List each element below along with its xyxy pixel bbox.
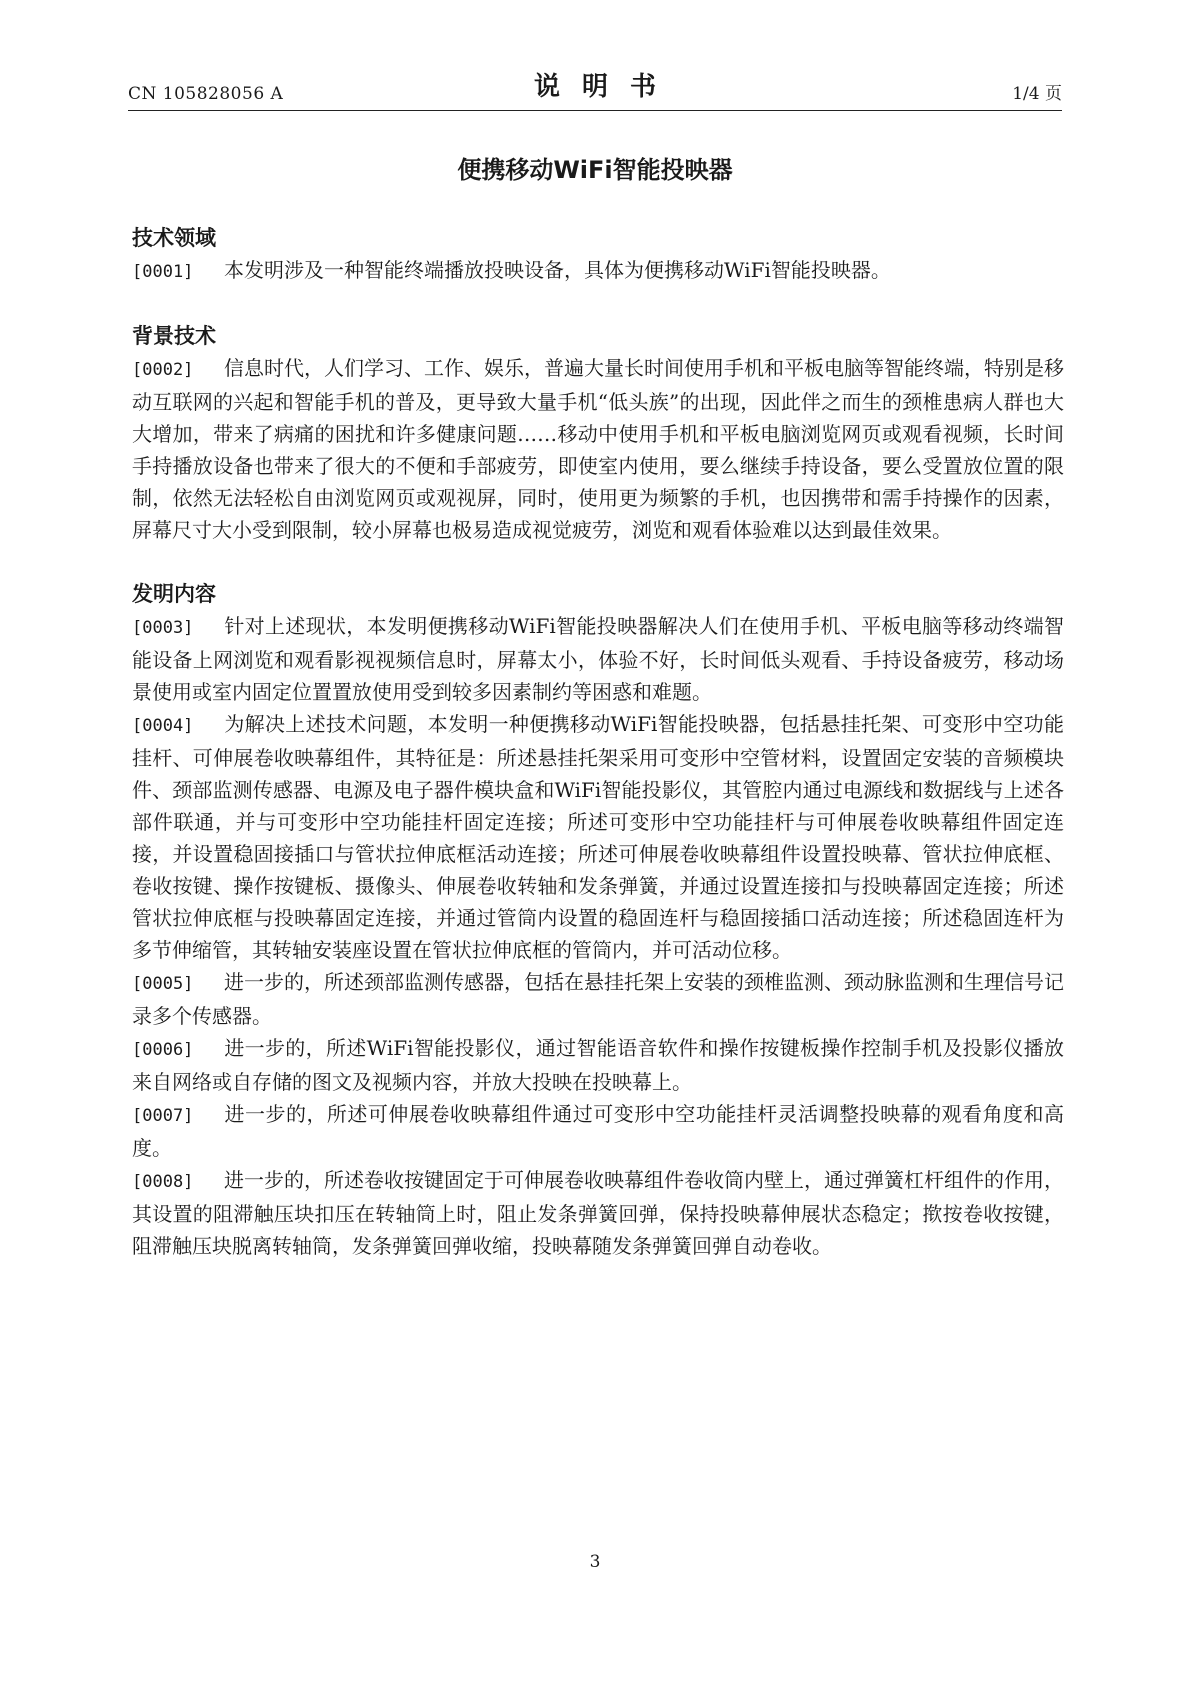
- paragraph-number: [0004]: [132, 716, 194, 736]
- document-type: 说明书: [533, 72, 678, 102]
- section-heading: 背景技术: [132, 324, 216, 348]
- paragraph-number: [0008]: [132, 1172, 194, 1192]
- paragraph-text: 针对上述现状，本发明便携移动WiFi智能投映器解决人们在使用手机、平板电脑等移动终端智能设备上网浏览和观看影视视频信息时，屏幕太小，体验不好，长时间低头观看、手持设备疲劳，移动场景使用或室内固定位置置放使用受到较多因素制约等困惑和难题。: [132, 614, 1064, 704]
- section-invention-content: [132, 578, 1064, 1262]
- paragraph-text: 本发明涉及一种智能终端播放投映设备，具体为便携移动WiFi智能投映器。: [224, 258, 891, 282]
- paragraph-number: [0007]: [132, 1106, 194, 1126]
- paragraph: [132, 1098, 1064, 1164]
- paragraph: [132, 352, 1064, 546]
- page-header: [128, 66, 1062, 111]
- section-heading: 发明内容: [132, 582, 216, 606]
- paragraph: [132, 1164, 1064, 1262]
- paragraph-number: [0001]: [132, 262, 194, 282]
- paragraph-number: [0005]: [132, 974, 194, 994]
- section-heading: 技术领域: [132, 226, 216, 250]
- section-technical-field: [132, 222, 1064, 288]
- paragraph: [132, 1032, 1064, 1098]
- document-body: [132, 222, 1064, 1262]
- paragraph-text: 进一步的，所述卷收按键固定于可伸展卷收映幕组件卷收筒内壁上，通过弹簧杠杆组件的作用，其设置的阻滞触压块扣压在转轴筒上时，阻止发条弹簧回弹，保持投映幕伸展状态稳定；揿按卷收按键，阻滞触压块脱离转轴筒，发条弹簧回弹收缩，投映幕随发条弹簧回弹自动卷收。: [132, 1168, 1064, 1258]
- section-background: [132, 320, 1064, 546]
- paragraph: [132, 610, 1064, 708]
- paragraph: [132, 966, 1064, 1032]
- page-number: 3: [589, 1552, 601, 1572]
- document-title: 便携移动WiFi智能投映器: [457, 156, 733, 184]
- paragraph: [132, 708, 1064, 966]
- paragraph-number: [0006]: [132, 1040, 194, 1060]
- paragraph-number: [0003]: [132, 618, 194, 638]
- paragraph-text: 信息时代，人们学习、工作、娱乐，普遍大量长时间使用手机和平板电脑等智能终端，特别是移动互联网的兴起和智能手机的普及，更导致大量手机“低头族”的出现，因此伴之而生的颈椎患病人群也大大增加，带来了病痛的困扰和许多健康问题……移动中使用手机和平板电脑浏览网页或观看视频，长时间手持播放设备也带来了很大的不便和手部疲劳，即使室内使用，要么继续手持设备，要么受置放位置的限制，依然无法轻松自由浏览网页或观视屏，同时，使用更为频繁的手机，也因携带和需手持操作的因素，屏幕尺寸大小受到限制，较小屏幕也极易造成视觉疲劳，浏览和观看体验难以达到最佳效果。: [132, 356, 1064, 542]
- paragraph-text: 为解决上述技术问题，本发明一种便携移动WiFi智能投映器，包括悬挂托架、可变形中空功能挂杆、可伸展卷收映幕组件，其特征是：所述悬挂托架采用可变形中空管材料，设置固定安装的音频模块件、颈部监测传感器、电源及电子器件模块盒和WiFi智能投影仪，其管腔内通过电源线和数据线与上述各部件联通，并与可变形中空功能挂杆固定连接；所述可变形中空功能挂杆与可伸展卷收映幕组件固定连接，并设置稳固接插口与管状拉伸底框活动连接；所述可伸展卷收映幕组件设置投映幕、管状拉伸底框、卷收按键、操作按键板、摄像头、伸展卷收转轴和发条弹簧，并通过设置连接扣与投映幕固定连接；所述管状拉伸底框与投映幕固定连接，并通过管筒内设置的稳固连杆与稳固接插口活动连接；所述稳固连杆为多节伸缩管，其转轴安装座设置在管状拉伸底框的管筒内，并可活动位移。: [132, 712, 1064, 962]
- page-info: 1/4 页: [1012, 84, 1062, 104]
- paragraph-text: 进一步的，所述颈部监测传感器，包括在悬挂托架上安装的颈椎监测、颈动脉监测和生理信号记录多个传感器。: [132, 970, 1064, 1028]
- patent-number: CN 105828056 A: [128, 84, 284, 104]
- paragraph-text: 进一步的，所述WiFi智能投影仪，通过智能语音软件和操作按键板操作控制手机及投影仪播放来自网络或自存储的图文及视频内容，并放大投映在投映幕上。: [132, 1036, 1064, 1094]
- paragraph-text: 进一步的，所述可伸展卷收映幕组件通过可变形中空功能挂杆灵活调整投映幕的观看角度和高度。: [132, 1102, 1064, 1160]
- paragraph-number: [0002]: [132, 360, 194, 380]
- paragraph: [132, 254, 1064, 288]
